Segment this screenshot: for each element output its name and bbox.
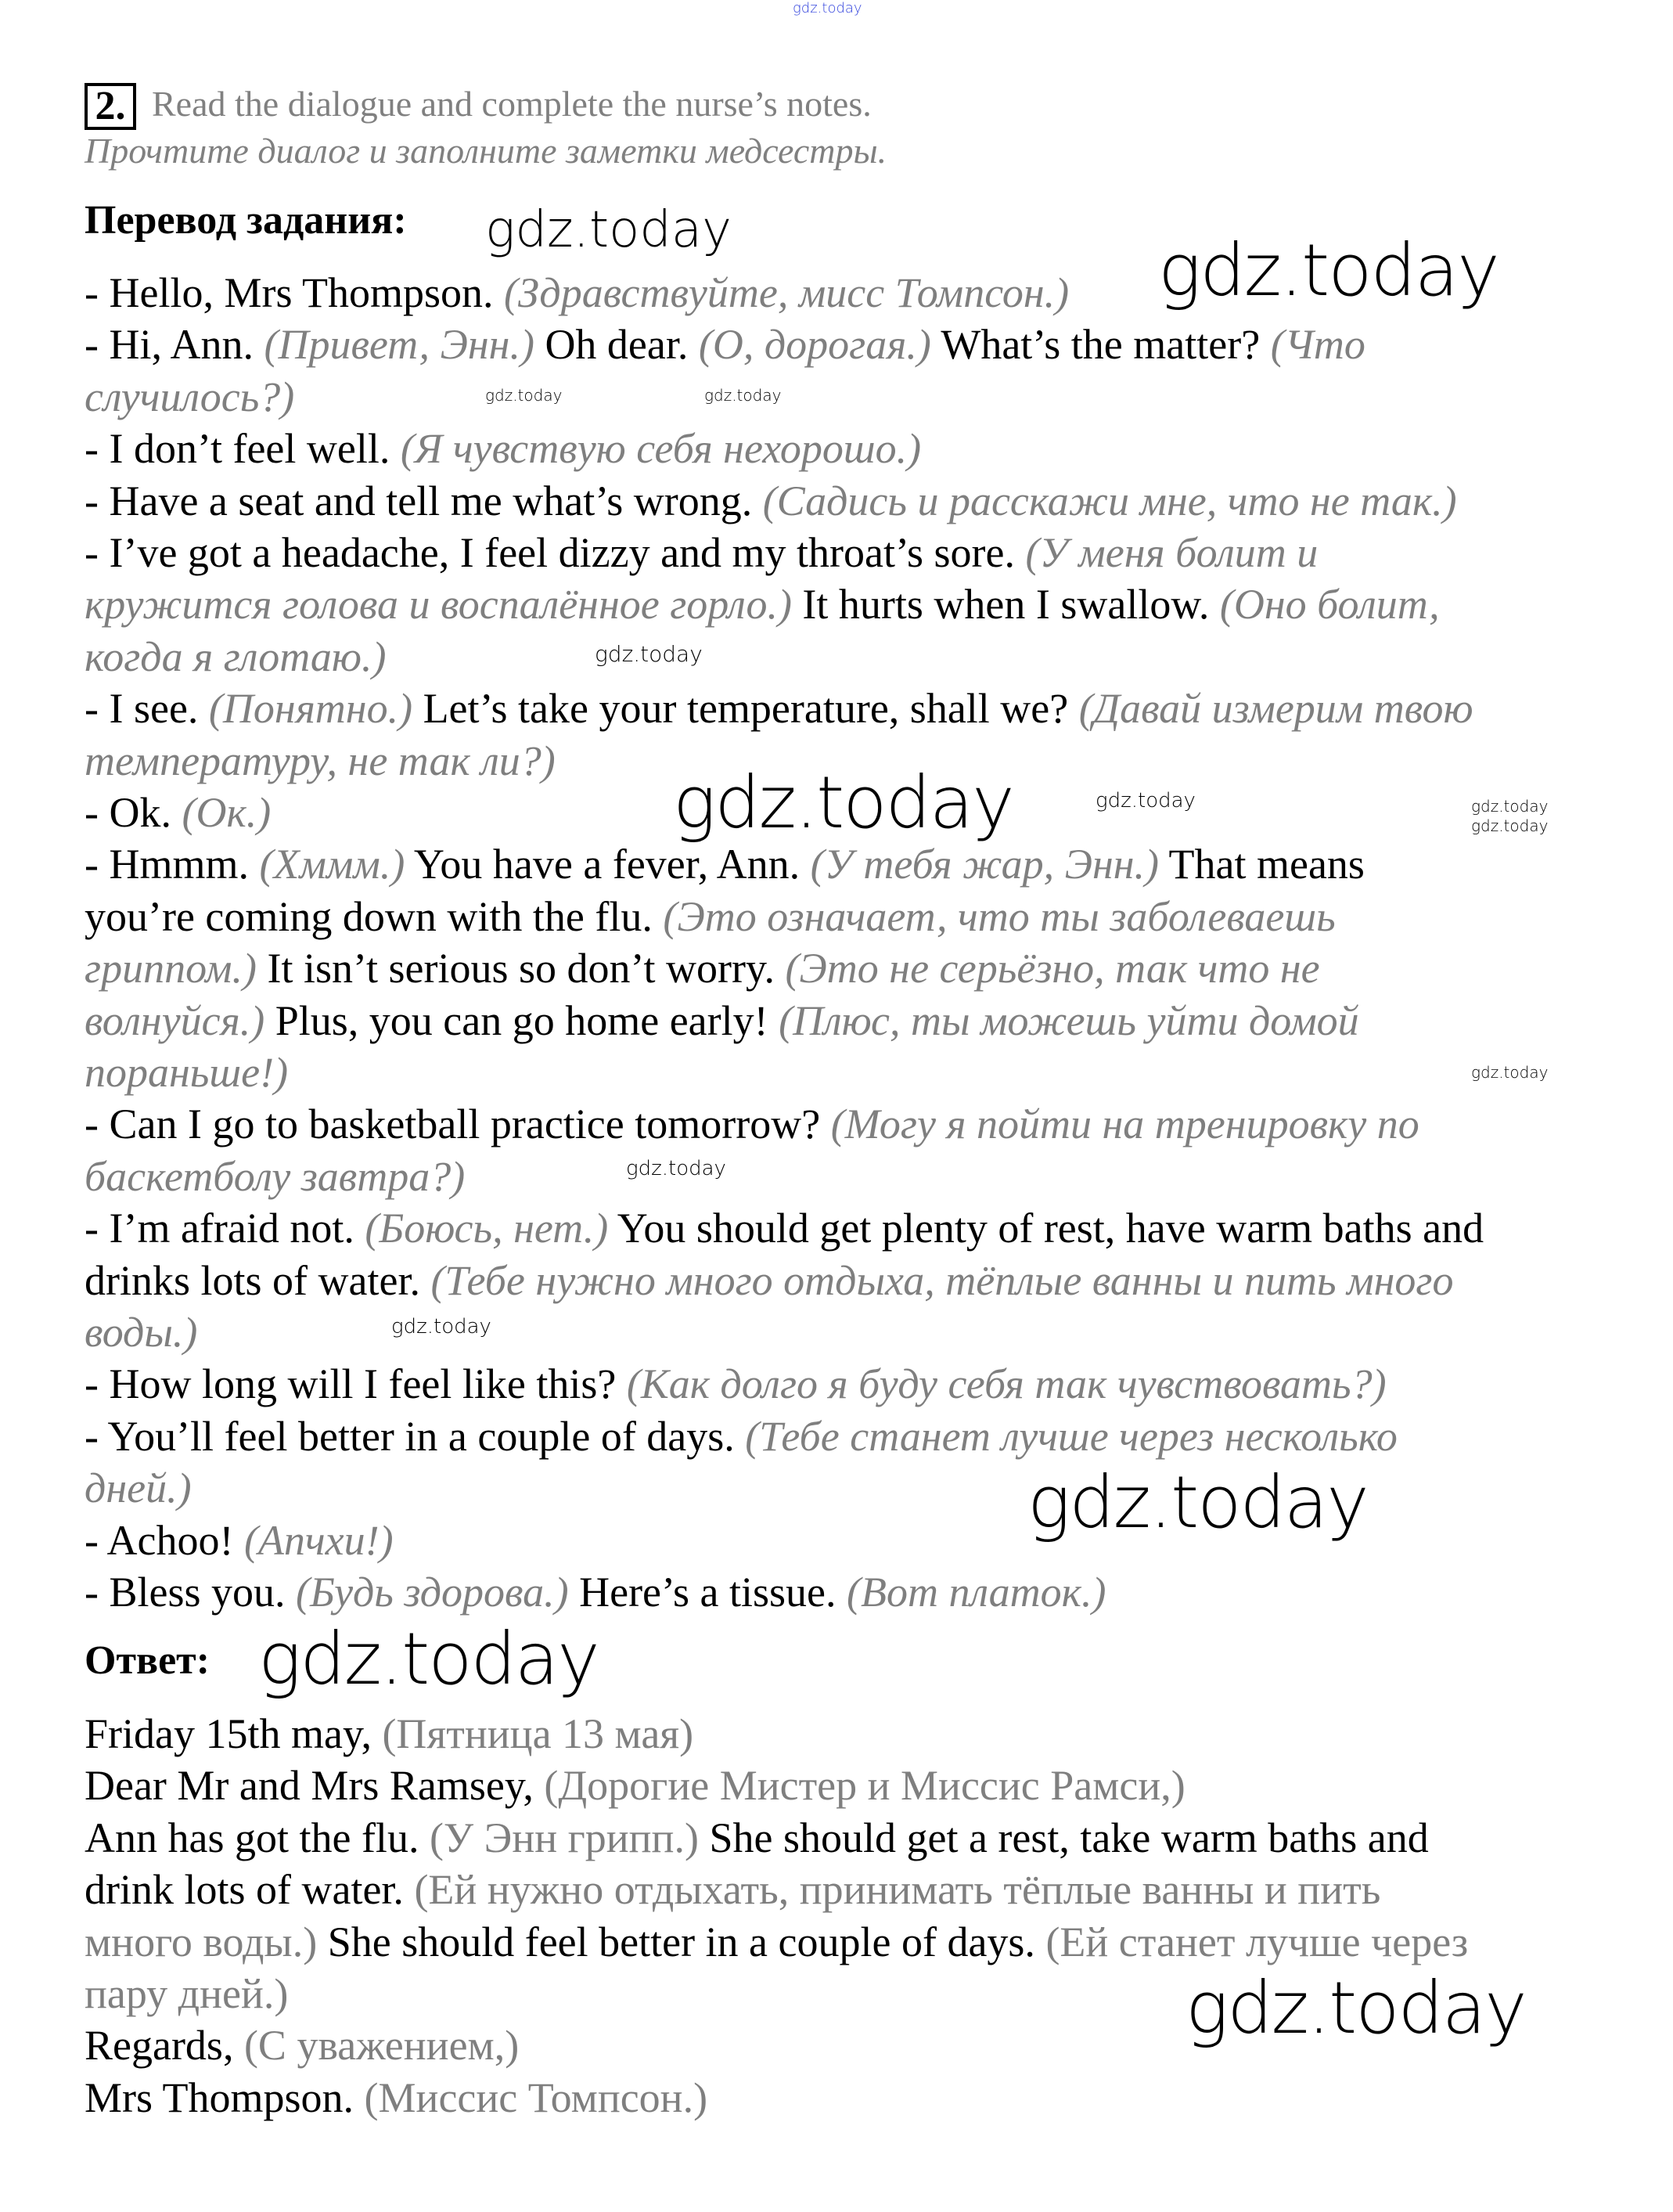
watermark: gdz.today — [1185, 1966, 1526, 2050]
watermark: gdz.today — [485, 386, 563, 405]
english-text: - Hi, Ann. — [85, 321, 264, 369]
english-text: You should get plenty of rest, have warm baths and — [608, 1205, 1484, 1252]
russian-translation: (Плюс, ты можешь уйти домой — [779, 996, 1359, 1044]
russian-translation: много воды.) — [85, 1918, 318, 1965]
dialogue-line — [85, 891, 1336, 942]
answer-line — [85, 1968, 288, 2019]
russian-translation: (Миссис Томпсон.) — [364, 2073, 708, 2121]
russian-translation: пораньше!) — [85, 1049, 289, 1096]
dialogue-line — [85, 1358, 1387, 1410]
watermark: gdz.today — [1027, 1461, 1368, 1544]
dialogue-line — [85, 578, 1440, 630]
exercise-number: 2. — [85, 83, 136, 130]
russian-translation: (Апчхи!) — [243, 1516, 394, 1564]
english-text: Let’s take your temperature, shall we? — [412, 685, 1079, 733]
watermark: gdz.today — [1471, 797, 1549, 816]
exercise-subtitle: Прочтите диалог и заполните заметки медсестры. — [85, 131, 887, 171]
russian-translation: дней.) — [85, 1464, 192, 1512]
english-text: - Have a seat and tell me what’s wrong. — [85, 477, 763, 524]
russian-translation: (Что — [1270, 321, 1365, 369]
russian-translation: (Здравствуйте, мисс Томпсон.) — [504, 269, 1070, 316]
english-text: - Achoo! — [85, 1516, 244, 1564]
dialogue-line — [85, 1202, 1484, 1254]
english-text: What’s the matter? — [930, 321, 1271, 369]
watermark: gdz.today — [1471, 816, 1549, 835]
english-text: She should get a rest, take warm baths and — [698, 1814, 1429, 1861]
english-text: - Ok. — [85, 789, 182, 836]
english-text: Friday 15th may, — [85, 1710, 383, 1757]
dialogue-line — [85, 787, 271, 838]
russian-translation: (Боюсь, нет.) — [365, 1205, 609, 1252]
english-text: - Bless you. — [85, 1569, 296, 1616]
english-text: - How long will I feel like this? — [85, 1360, 627, 1408]
english-text: Here’s a tissue. — [568, 1569, 847, 1616]
russian-translation: (Вот платок.) — [847, 1569, 1106, 1616]
russian-translation: (Могу я пойти на тренировку по — [830, 1101, 1419, 1148]
russian-translation: (Как долго я буду себя так чувствовать?) — [626, 1360, 1387, 1408]
english-text: It hurts when I swallow. — [791, 581, 1220, 629]
russian-translation: (У меня болит и — [1025, 529, 1319, 576]
english-text: drinks lots of water. — [85, 1256, 431, 1304]
answer-line — [85, 1864, 1380, 1915]
english-text: Ann has got the flu. — [85, 1814, 430, 1861]
dialogue-line — [85, 942, 1320, 994]
answer-heading: Ответ: — [85, 1638, 210, 1683]
dialogue-line — [85, 1410, 1398, 1462]
english-text: - I see. — [85, 685, 209, 733]
english-text: Oh dear. — [534, 321, 699, 369]
exercise-title: Read the dialogue and complete the nurse’s notes. — [152, 84, 872, 124]
russian-translation: (О, дорогая.) — [698, 321, 931, 369]
dialogue-line — [85, 1462, 192, 1514]
dialogue-line — [85, 1047, 288, 1098]
english-text: You have a fever, Ann. — [405, 841, 811, 888]
russian-translation: (Дорогие Мистер и Миссис Рамси,) — [544, 1762, 1185, 1810]
english-text: It isn’t serious so don’t worry. — [256, 945, 786, 993]
dialogue-line — [85, 423, 921, 474]
answer-line — [85, 1812, 1429, 1864]
watermark: gdz.today — [1471, 1063, 1549, 1082]
dialogue-line — [85, 631, 386, 683]
russian-translation: кружится голова и воспалённое горло.) — [85, 581, 792, 629]
dialogue-line — [85, 1255, 1453, 1306]
watermark: gdz.today — [391, 1315, 491, 1338]
dialogue-line — [85, 1566, 1106, 1618]
answer-line — [85, 1708, 693, 1760]
watermark-top: gdz.today — [793, 0, 862, 16]
russian-translation: волнуйся.) — [85, 996, 265, 1044]
english-text: - Hmmm. — [85, 841, 260, 888]
russian-translation: (Привет, Энн.) — [264, 321, 534, 369]
russian-translation: (Это означает, что ты заболеваешь — [663, 892, 1336, 940]
dialogue-line — [85, 683, 1473, 734]
english-text: She should feel better in a couple of days. — [317, 1918, 1046, 1965]
english-text: drink lots of water. — [85, 1866, 415, 1914]
english-text: - I’m afraid not. — [85, 1205, 365, 1252]
russian-translation: гриппом.) — [85, 945, 257, 993]
watermark: gdz.today — [1158, 229, 1499, 312]
russian-translation: (Ок.) — [182, 789, 272, 836]
english-text: you’re coming down with the flu. — [85, 892, 664, 940]
dialogue-line — [85, 267, 1069, 319]
dialogue-line — [85, 1515, 394, 1566]
russian-translation: (У тебя жар, Энн.) — [810, 841, 1160, 888]
watermark: gdz.today — [626, 1157, 726, 1180]
watermark: gdz.today — [258, 1617, 599, 1701]
russian-translation: (Будь здорова.) — [296, 1569, 569, 1616]
russian-translation: когда я глотаю.) — [85, 632, 387, 680]
english-text: - I don’t feel well. — [85, 425, 401, 473]
english-text: - I’ve got a headache, I feel dizzy and my throat’s sore. — [85, 529, 1026, 576]
dialogue-line — [85, 475, 1457, 527]
watermark: gdz.today — [673, 761, 1013, 845]
answer-line — [85, 2019, 519, 2071]
dialogue-line — [85, 319, 1365, 370]
russian-translation: (Тебе станет лучше через несколько — [745, 1412, 1398, 1460]
translation-heading: Перевод задания: — [85, 198, 407, 243]
answer-line — [85, 1760, 1185, 1811]
english-text: Regards, — [85, 2022, 244, 2070]
answer-line — [85, 1916, 1468, 1968]
english-text: Plus, you can go home early! — [264, 996, 779, 1044]
russian-translation: (Давай измерим твою — [1078, 685, 1473, 733]
russian-translation: (Оно болит, — [1219, 581, 1440, 629]
dialogue-line — [85, 838, 1365, 890]
russian-translation: (Я чувствую себя нехорошо.) — [400, 425, 922, 473]
english-text: - Hello, Mrs Thompson. — [85, 269, 504, 316]
russian-translation: (Ей станет лучше через — [1045, 1918, 1469, 1965]
russian-translation: (Ей нужно отдыхать, принимать тёплые ванны и пить — [414, 1866, 1381, 1914]
russian-translation: (С уважением,) — [243, 2022, 520, 2070]
english-text: Dear Mr and Mrs Ramsey, — [85, 1762, 545, 1810]
dialogue-line — [85, 371, 294, 423]
dialogue-line — [85, 1306, 197, 1358]
russian-translation: (Понятно.) — [208, 685, 413, 733]
russian-translation: (Хммм.) — [259, 841, 405, 888]
russian-translation: (Это не серьёзно, так что не — [785, 945, 1320, 993]
watermark: gdz.today — [704, 386, 782, 405]
english-text: - You’ll feel better in a couple of days. — [85, 1412, 746, 1460]
russian-translation: (Тебе нужно много отдыха, тёплые ванны и пить много — [430, 1256, 1454, 1304]
russian-translation: температуру, не так ли?) — [85, 737, 556, 784]
english-text: That means — [1159, 841, 1365, 888]
watermark: gdz.today — [1096, 789, 1196, 812]
russian-translation: (У Энн грипп.) — [429, 1814, 699, 1861]
dialogue-line — [85, 527, 1318, 578]
english-text: Mrs Thompson. — [85, 2073, 365, 2121]
russian-translation: пару дней.) — [85, 1970, 289, 2017]
russian-translation: (Пятница 13 мая) — [382, 1710, 694, 1757]
answer-line — [85, 2072, 707, 2124]
dialogue-line — [85, 1098, 1419, 1150]
english-text: - Can I go to basketball practice tomorrow? — [85, 1101, 831, 1148]
russian-translation: (Садись и расскажи мне, что не так.) — [762, 477, 1457, 524]
russian-translation: баскетболу завтра?) — [85, 1152, 466, 1200]
russian-translation: воды.) — [85, 1309, 198, 1356]
dialogue-line — [85, 735, 556, 787]
dialogue-line — [85, 1151, 465, 1202]
dialogue-line — [85, 995, 1359, 1047]
watermark: gdz.today — [595, 641, 703, 667]
watermark: gdz.today — [485, 201, 732, 259]
russian-translation: случилось?) — [85, 373, 295, 420]
